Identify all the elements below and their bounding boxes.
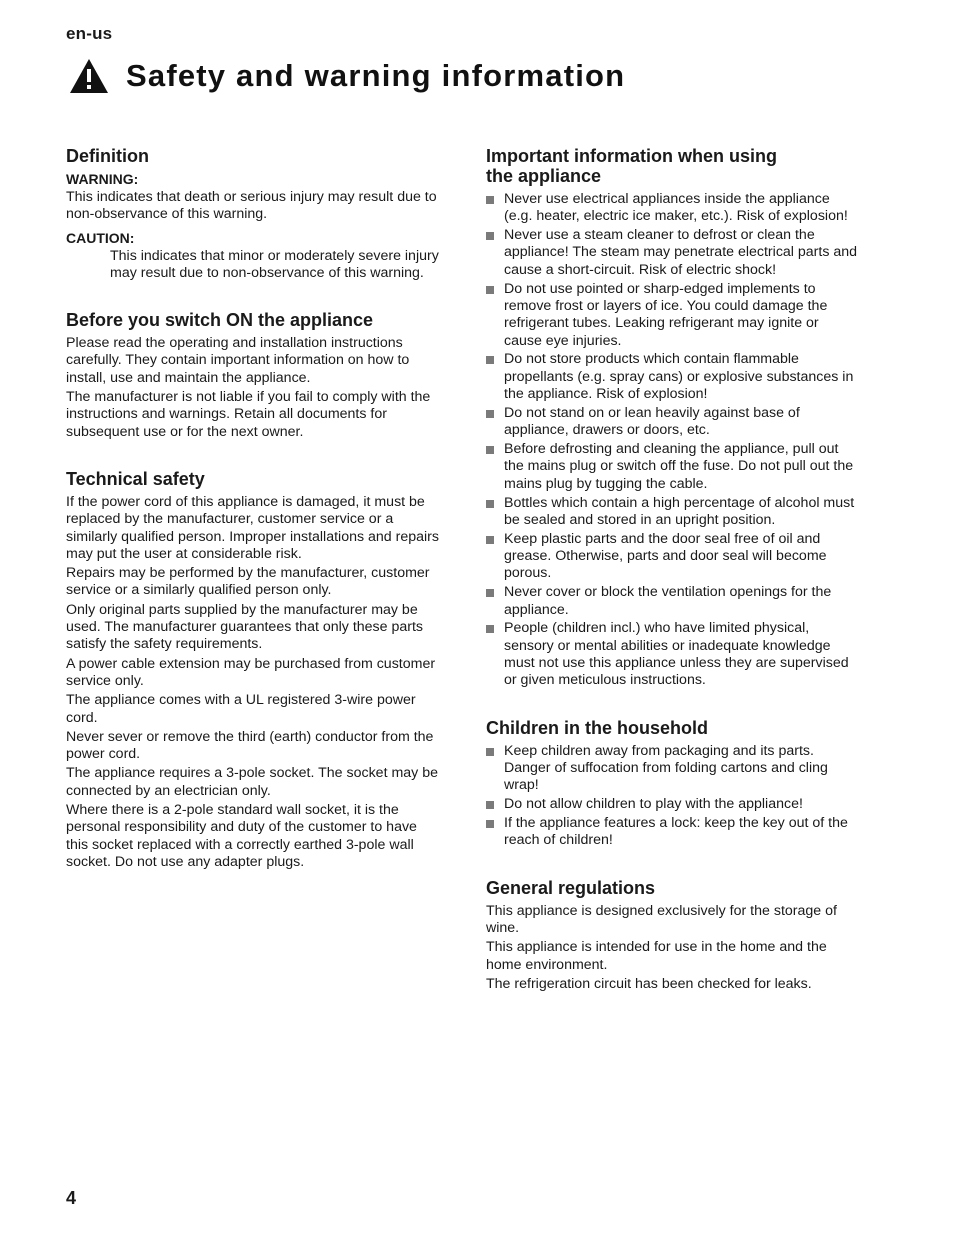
general-regulations-heading: General regulations (486, 877, 656, 898)
list-item-text: Before defrosting and cleaning the appliance, pull out the mains plug or switch off the fuse. Do not pull out the mains plug by tugging the cable. (504, 441, 854, 492)
list-item (486, 743, 860, 795)
square-bullet-icon (486, 196, 494, 204)
list-item-text: Keep plastic parts and the door seal free of oil and grease. Otherwise, parts and door seal will become porous. (504, 530, 827, 582)
list-item-text: If the appliance features a lock: keep the key out of the reach of children! (504, 815, 848, 849)
square-bullet-icon (486, 356, 494, 364)
list-item (486, 441, 860, 493)
language-code: en-us (66, 24, 113, 43)
list-item-text: Bottles which contain a high percentage of alcohol must be sealed and stored in an upright position. (504, 494, 855, 528)
list-item-text: Keep children away from packaging and its parts. Danger of suffocation from folding cartons and cling wrap! (504, 742, 828, 794)
list-item-text: Never use electrical appliances inside the appliance (e.g. heater, electric ice maker, etc.). Risk of explosion! (504, 191, 848, 225)
list-item (486, 796, 860, 813)
paragraph: This appliance is intended for use in the home and the home environment. (486, 939, 827, 973)
technical-safety-heading: Technical safety (66, 468, 205, 489)
paragraph: The appliance comes with a UL registered 3-wire power cord. (66, 692, 416, 726)
square-bullet-icon (486, 446, 494, 454)
list-item (486, 281, 860, 350)
square-bullet-icon (486, 589, 494, 597)
list-item-text: Do not stand on or lean heavily against base of appliance, drawers or doors, etc. (504, 404, 800, 439)
list-item (486, 191, 860, 226)
warning-label: WARNING: (66, 171, 139, 187)
paragraph: The manufacturer is not liable if you fail to comply with the instructions and warnings. Retain all documents for subsequent use or for the next owner. (66, 389, 431, 440)
important-information-list (486, 191, 860, 690)
list-item-text: Do not use pointed or sharp-edged implements to remove frost or layers of ice. You could damage the refrigerant tubes. Leaking refrigerant may ignite or cause eye injuries. (504, 280, 828, 349)
caution-label: CAUTION: (66, 229, 135, 246)
square-bullet-icon (486, 820, 494, 828)
paragraph: Never sever or remove the third (earth) conductor from the power cord. (66, 728, 434, 763)
square-bullet-icon (486, 286, 494, 294)
right-column (486, 146, 860, 1021)
definition-heading: Definition (66, 146, 149, 166)
paragraph: Only original parts supplied by the manufacturer may be used. The manufacturer guarantees that only these parts satisfy the safety requirements. (66, 601, 424, 653)
paragraph: If the power cord of this appliance is damaged, it must be replaced by the manufacturer, customer service or a similarly qualified person. Improper installations and repairs may put the user at considerable risk. (66, 493, 439, 562)
before-switch-on-section (66, 310, 440, 441)
warning-triangle-icon (69, 58, 109, 94)
paragraph: Please read the operating and installation instructions carefully. They contain important information on how to install, use and maintain the appliance. (66, 335, 410, 386)
caution-text: This indicates that minor or moderately severe injury may result due to non-observance of this warning. (110, 247, 439, 281)
square-bullet-icon (486, 500, 494, 508)
children-section (486, 718, 860, 850)
important-information-heading (486, 146, 860, 186)
general-regulations-section (486, 878, 860, 993)
heading-line: Important information when using (486, 146, 777, 166)
square-bullet-icon (486, 410, 494, 418)
list-item (486, 815, 860, 850)
list-item (486, 227, 860, 279)
list-item-text: Do not store products which contain flammable propellants (e.g. spray cans) or explosive substances in the appliance. Risk of explosion! (504, 351, 854, 403)
warning-text: This indicates that death or serious injury may result due to non-observance of this warning. (66, 189, 437, 223)
children-list (486, 743, 860, 850)
definition-section (66, 146, 440, 282)
paragraph: This appliance is designed exclusively for the storage of wine. (486, 902, 837, 936)
paragraph: Where there is a 2-pole standard wall socket, it is the personal responsibility and duty of the customer to have this socket replaced with a correctly earthed 3-pole wall socket. Do not use any adapter plugs. (66, 802, 417, 870)
list-item (486, 351, 860, 403)
paragraph: Repairs may be performed by the manufacturer, customer service or a similarly qualified person only. (66, 565, 430, 599)
list-item (486, 495, 860, 530)
square-bullet-icon (486, 748, 494, 756)
heading-line: the appliance (486, 166, 602, 186)
paragraph: The appliance requires a 3-pole socket. The socket may be connected by an electrician only. (66, 765, 438, 799)
list-item (486, 531, 860, 583)
paragraph: The refrigeration circuit has been checked for leaks. (486, 975, 812, 992)
list-item (486, 620, 860, 689)
list-item-text: Never cover or block the ventilation openings for the appliance. (504, 584, 832, 618)
children-heading: Children in the household (486, 717, 708, 738)
paragraph: A power cable extension may be purchased from customer service only. (66, 655, 436, 689)
before-switch-on-heading: Before you switch ON the appliance (66, 310, 374, 331)
square-bullet-icon (486, 801, 494, 809)
list-item-text: Never use a steam cleaner to defrost or clean the appliance! The steam may penetrate electrical parts and cause a short-circuit. Risk of electric shock! (504, 227, 858, 278)
technical-safety-section (66, 469, 440, 871)
list-item-text: Do not allow children to play with the appliance! (504, 796, 803, 813)
page-title-row (69, 58, 625, 94)
left-column (66, 146, 440, 899)
important-information-section (486, 146, 860, 690)
list-item-text: People (children incl.) who have limited physical, sensory or mental abilities or inadequate knowledge must not use this appliance unless they are supervised or given meticulous instructions. (504, 620, 849, 689)
square-bullet-icon (486, 232, 494, 240)
page-number: 4 (66, 1188, 77, 1208)
page-title: Safety and warning information (126, 58, 626, 93)
list-item (486, 405, 860, 440)
square-bullet-icon (486, 536, 494, 544)
list-item (486, 584, 860, 619)
square-bullet-icon (486, 625, 494, 633)
